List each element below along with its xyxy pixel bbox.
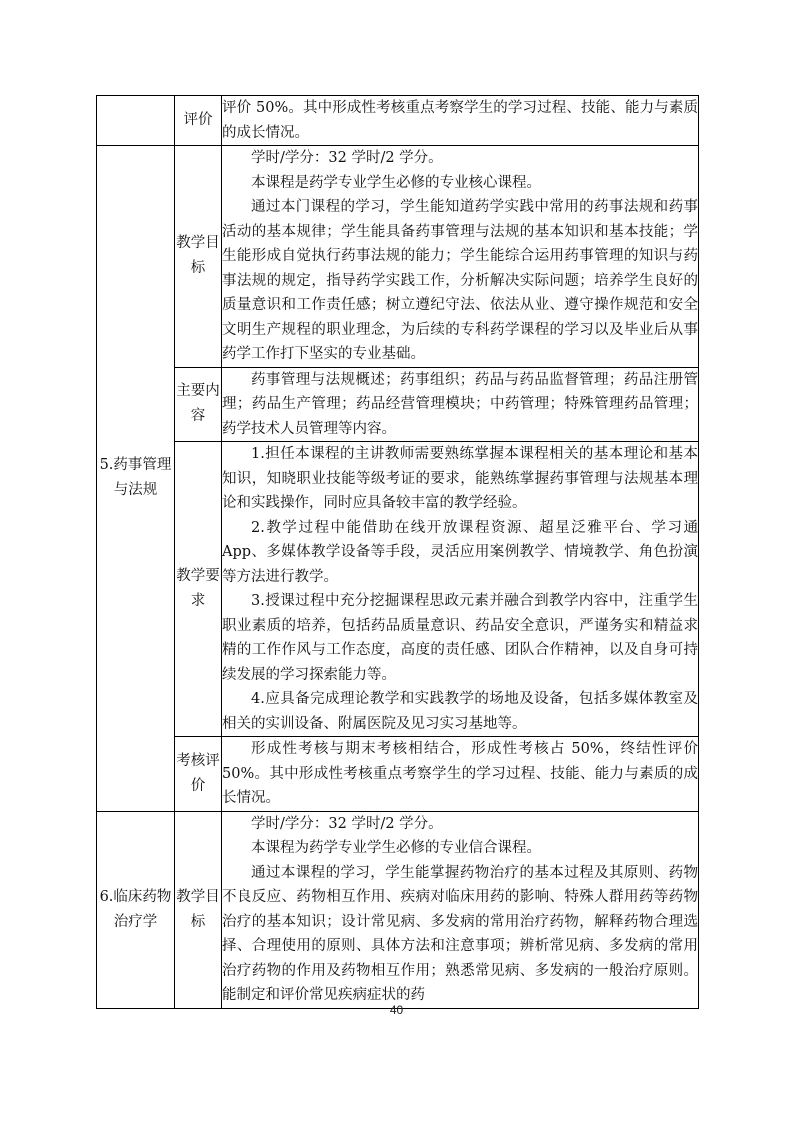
- content-cell: [222, 96, 699, 146]
- table-row: [97, 442, 699, 737]
- content-cell: [222, 146, 699, 368]
- course-table-body: [97, 96, 699, 1009]
- content-paragraph: 本课程为药学专业学生必修的专业信合课程。: [251, 840, 541, 856]
- category-cell: 教学目标: [175, 146, 222, 368]
- content-cell: [222, 811, 699, 1008]
- content-paragraph: 通过本门课程的学习，学生能知道药学实践中常用的药事法规和药事活动的基本规律；学生能具备药事管理与法规的基本知识和基本技能；学生能形成自觉执行药事法规的能力；学生能综合运用药事管理的知识与药事法规的规定，指导药学实践工作，分析解决实际问题；培养学生良好的质量意识和工作责任感；树立遵纪守法、依法从业、遵守操作规范和安全文明生产规程的职业理念，为后续的专科药学课程的学习以及毕业后从事药学工作打下坚实的专业基础。: [222, 199, 698, 362]
- table-row: [97, 367, 699, 442]
- course-name-cell: [97, 96, 175, 146]
- content-paragraph: 本课程是药学专业学生必修的专业核心课程。: [251, 174, 541, 191]
- content-paragraph: 学时/学分：32 学时/2 学分。: [251, 815, 443, 832]
- content-paragraph: 1.担任本课程的主讲教师需要熟练掌握本课程相关的基本理论和基本知识，知晓职业技能等级考证的要求，能熟练掌握药事管理与法规基本理论和实践操作，同时应具备较丰富的教学经验。: [222, 446, 698, 511]
- category-cell: 评价: [175, 96, 222, 146]
- page-number: 40: [389, 1003, 404, 1017]
- content-paragraph: 药事管理与法规概述；药事组织；药品与药品监督管理；药品注册管理；药品生产管理；药品经营管理模块；中药管理；特殊管理药品管理；药学技术人员管理等内容。: [222, 371, 698, 437]
- content-paragraph: 学时/学分：32 学时/2 学分。: [251, 150, 443, 166]
- content-cell: [222, 367, 699, 442]
- content-paragraph: 2.教学过程中能借助在线开放课程资源、超星泛雅平台、学习通 App、多媒体教学设备等手段，灵活应用案例教学、情境教学、角色扮演等方法进行教学。: [222, 519, 698, 585]
- content-cell: [222, 737, 699, 812]
- category-cell: 考核评价: [175, 737, 222, 812]
- content-paragraph: 评价 50%。其中形成性考核重点考察学生的学习过程、技能、能力与素质的成长情况。: [222, 100, 698, 141]
- course-table: [96, 95, 699, 1009]
- table-row: [97, 737, 699, 812]
- content-paragraph: 3.授课过程中充分挖掘课程思政元素并融合到教学内容中，注重学生职业素质的培养，包括药品质量意识、药品安全意识，严谨务实和精益求精的工作作风与工作态度，高度的责任感、团队合作精神，以及自身可持续发展的学习探索能力等。: [222, 593, 698, 683]
- course-name-cell: 5.药事管理与法规: [97, 146, 175, 812]
- content-paragraph: 通过本课程的学习，学生能掌握药物治疗的基本过程及其原则、药物不良反应、药物相互作用、疾病对临床用药的影响、特殊人群用药等药物治疗的基本知识；设计常见病、多发病的常用治疗药物，解释药物合理选择、合理使用的原则、具体方法和注意事项；辨析常见病、多发病的常用治疗药物的作用及药物相互作用；熟悉常见病、多发病的一般治疗原则。能制定和评价常见疾病症状的药: [222, 864, 698, 1003]
- table-row: [97, 146, 699, 368]
- content-paragraph: 4.应具备完成理论教学和实践教学的场地及设备，包括多媒体教室及相关的实训设备、附属医院及见习实习基地等。: [222, 691, 698, 732]
- category-cell: 主要内容: [175, 367, 222, 442]
- table-row: [97, 96, 699, 146]
- table-row: [97, 811, 699, 1008]
- course-name-cell: 6.临床药物治疗学: [97, 811, 175, 1008]
- content-cell: [222, 442, 699, 737]
- category-cell: 教学目标: [175, 811, 222, 1008]
- category-cell: 教学要求: [175, 442, 222, 737]
- content-paragraph: 形成性考核与期末考核相结合，形成性考核占 50%，终结性评价 50%。其中形成性考核重点考察学生的学习过程、技能、能力与素质的成长情况。: [222, 741, 698, 806]
